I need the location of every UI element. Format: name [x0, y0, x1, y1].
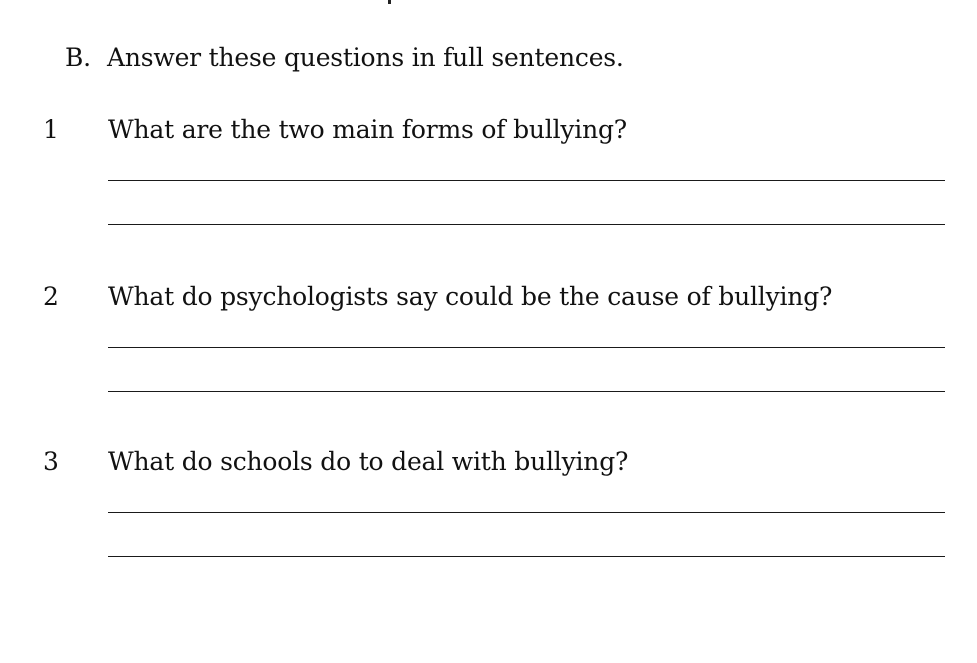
cropped-text-fragment — [388, 0, 391, 4]
question-number: 1 — [43, 115, 59, 144]
answer-line[interactable] — [108, 391, 945, 392]
question-text: What do schools do to deal with bullying? — [108, 447, 629, 476]
answer-line[interactable] — [108, 347, 945, 348]
answer-line[interactable] — [108, 180, 945, 181]
section-heading — [65, 42, 624, 74]
answer-line[interactable] — [108, 512, 945, 513]
answer-line[interactable] — [108, 556, 945, 557]
question-text: What do psychologists say could be the cause of bullying? — [108, 282, 833, 311]
answer-line[interactable] — [108, 224, 945, 225]
question-text: What are the two main forms of bullying? — [108, 115, 627, 144]
question-number: 3 — [43, 447, 59, 476]
section-instruction: Answer these questions in full sentences. — [107, 43, 624, 72]
section-marker: B. — [65, 43, 91, 72]
question-number: 2 — [43, 282, 59, 311]
